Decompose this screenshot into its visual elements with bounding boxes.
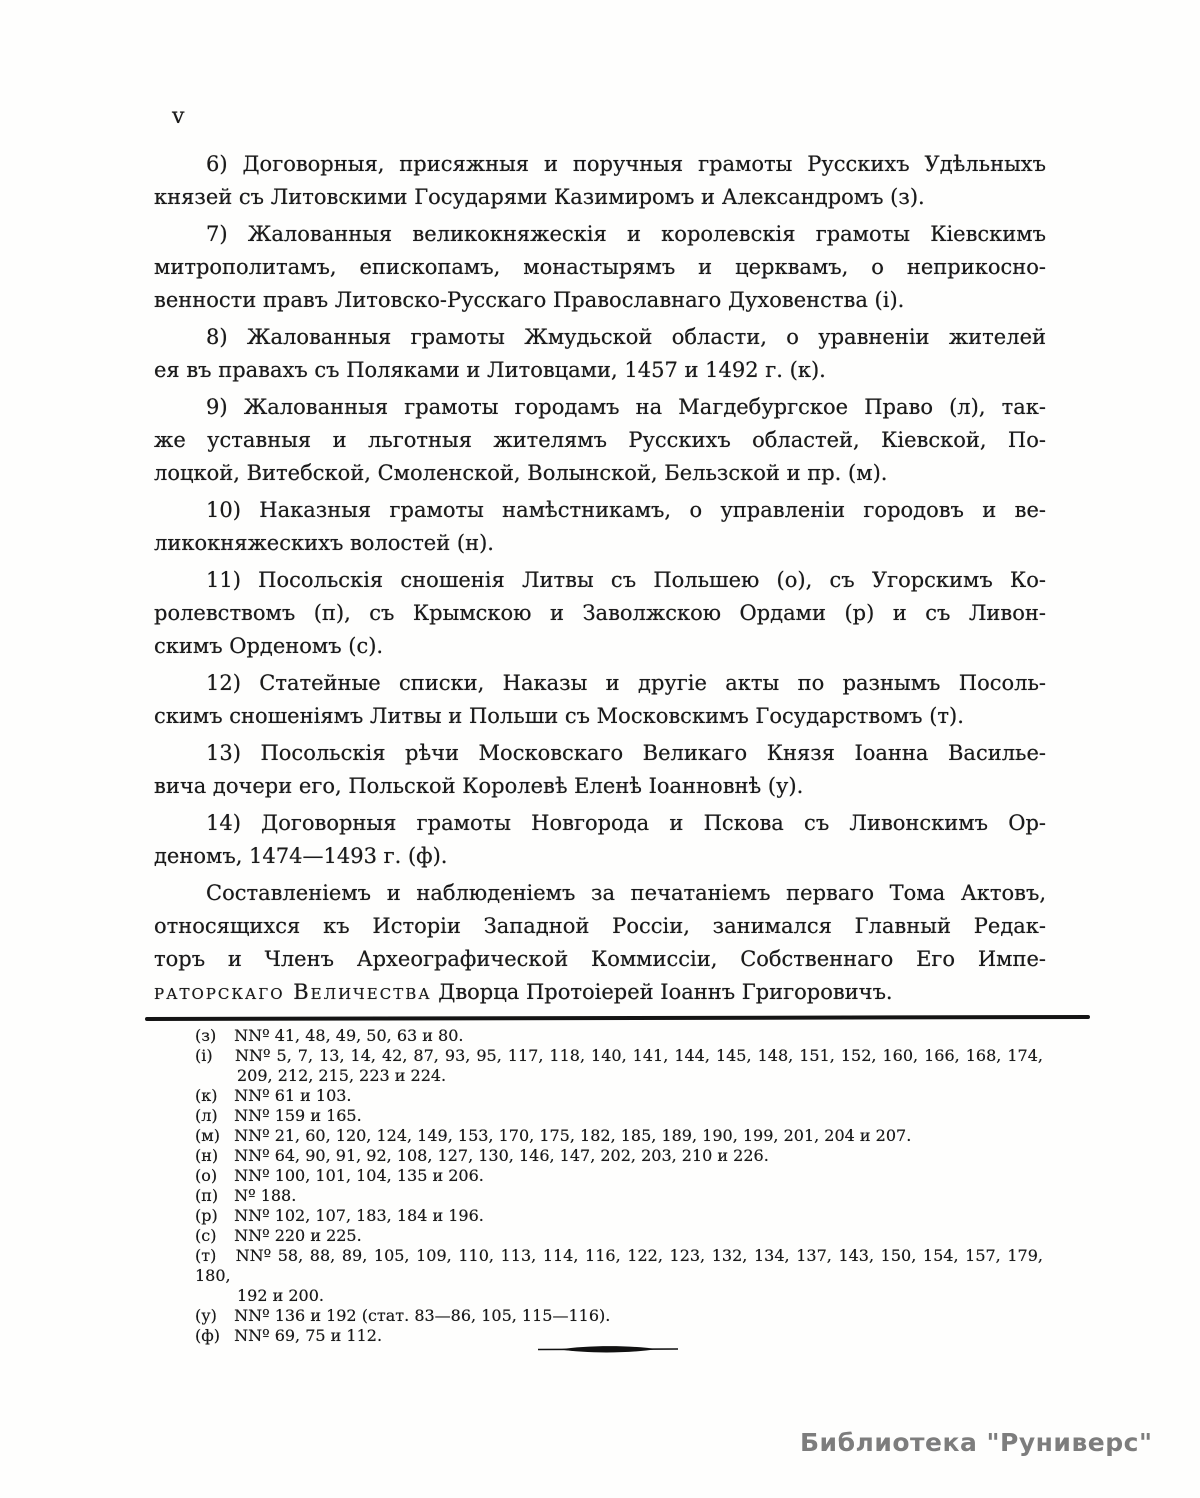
footnote-line: (м) NNº 21, 60, 120, 124, 149, 153, 170, 175, 182, 185, 189, 190, 199, 201, 204 и 207. (195, 1126, 912, 1145)
text-line: раторскаго Величества Дворца Протоіерей Іоаннъ Григоровичъ. (154, 980, 893, 1004)
text-line: скимъ сношеніямъ Литвы и Польши съ Московскимъ Государствомъ (т). (154, 704, 964, 728)
text-line: митрополитамъ, епископамъ, монастырямъ и церквамъ, о неприкосно- (154, 255, 1046, 279)
text-line: 12) Статейные списки, Наказы и другіе акты по разнымъ Посоль- (206, 671, 1046, 695)
footnote-line: (с) NNº 220 и 225. (195, 1226, 362, 1245)
library-watermark: Библиотека "Руниверс" (800, 1428, 1153, 1457)
footnote-marker: (с) (195, 1226, 217, 1245)
text-line: князей съ Литовскими Государями Казимиромъ и Александромъ (з). (154, 185, 925, 209)
paragraph (154, 807, 1046, 873)
footnote (195, 1306, 1043, 1326)
text-line: ликокняжескихъ волостей (н). (154, 531, 494, 555)
footnotes (195, 1026, 1043, 1346)
paragraph (154, 564, 1046, 663)
paragraph (154, 667, 1046, 733)
footnote-marker: (і) (195, 1046, 213, 1065)
footnote (195, 1206, 1043, 1226)
text-line: 6) Договорныя, присяжныя и поручныя грамоты Русскихъ Удѣльныхъ (206, 152, 1046, 176)
footnote-line: (к) NNº 61 и 103. (195, 1086, 352, 1105)
text-line: вича дочери его, Польской Королевѣ Еленѣ Іоанновнѣ (у). (154, 774, 804, 798)
footnote-marker: (п) (195, 1186, 219, 1205)
footnote-marker: (т) (195, 1246, 217, 1265)
footnote-line: (у) NNº 136 и 192 (стат. 83—86, 105, 115—116). (195, 1306, 611, 1325)
footnote-line: (і) NNº 5, 7, 13, 14, 42, 87, 93, 95, 117, 118, 140, 141, 144, 145, 148, 151, 152, 160, 166, 168, 174, (195, 1046, 1043, 1065)
smallcaps-text: раторскаго Величества (154, 980, 432, 1004)
text-line: 13) Посольскія рѣчи Московскаго Великаго Князя Іоанна Василье- (206, 741, 1046, 765)
paragraph (154, 494, 1046, 560)
footnote-line: (н) NNº 64, 90, 91, 92, 108, 127, 130, 146, 147, 202, 203, 210 и 226. (195, 1146, 769, 1165)
footnote-marker: (у) (195, 1306, 217, 1325)
text-line: Составленіемъ и наблюденіемъ за печатаніемъ перваго Тома Актовъ, (206, 881, 1046, 905)
main-text (154, 148, 1046, 1013)
paragraph (154, 737, 1046, 803)
footnote (195, 1026, 1043, 1046)
footnote-marker: (р) (195, 1206, 218, 1225)
text-line: лоцкой, Витебской, Смоленской, Волынской, Бельзской и пр. (м). (154, 461, 888, 485)
footnote-marker: (м) (195, 1126, 220, 1145)
footnote-line: (о) NNº 100, 101, 104, 135 и 206. (195, 1166, 484, 1185)
footnote (195, 1126, 1043, 1146)
text-line: венности правъ Литовско-Русскаго Православнаго Духовенства (і). (154, 288, 905, 312)
footnote-line: (р) NNº 102, 107, 183, 184 и 196. (195, 1206, 484, 1225)
footnote-separator-rule (145, 1015, 1090, 1021)
footnote-line: 192 и 200. (237, 1286, 324, 1305)
text-line: 10) Наказныя грамоты намѣстникамъ, о управленіи городовъ и ве- (206, 498, 1046, 522)
text-line: ея въ правахъ съ Поляками и Литовцами, 1457 и 1492 г. (к). (154, 358, 826, 382)
footnote-line: 209, 212, 215, 223 и 224. (237, 1066, 447, 1085)
footnote-line: (п) Nº 188. (195, 1186, 297, 1205)
text-line: 14) Договорныя грамоты Новгорода и Пскова съ Ливонскимъ Ор- (206, 811, 1046, 835)
text-line: 9) Жалованныя грамоты городамъ на Магдебургское Право (л), так- (206, 395, 1046, 419)
text-line: относящихся къ Исторіи Западной Россіи, занимался Главный Редак- (154, 914, 1046, 938)
footnote (195, 1186, 1043, 1206)
paragraph (154, 877, 1046, 1009)
footnote (195, 1226, 1043, 1246)
paragraph (154, 321, 1046, 387)
footnote-line: (л) NNº 159 и 165. (195, 1106, 362, 1125)
end-divider-ornament (538, 1342, 678, 1356)
text-line: скимъ Орденомъ (с). (154, 634, 384, 658)
text-line: 11) Посольскія сношенія Литвы съ Польшею (о), съ Угорскимъ Ко- (206, 568, 1046, 592)
footnote (195, 1046, 1043, 1086)
text-line: торъ и Членъ Археографической Коммиссіи, Собственнаго Его Импе- (154, 947, 1046, 971)
text-line: 7) Жалованныя великокняжескія и королевскія грамоты Кіевскимъ (206, 222, 1046, 246)
footnote-line: (ф) NNº 69, 75 и 112. (195, 1326, 383, 1345)
footnote-marker: (ф) (195, 1326, 221, 1345)
text-line: ролевствомъ (п), съ Крымскою и Заволжскою Ордами (р) и съ Ливон- (154, 601, 1046, 625)
footnote-marker: (о) (195, 1166, 218, 1185)
footnote (195, 1246, 1043, 1306)
footnote-marker: (л) (195, 1106, 218, 1125)
footnote-line: (т) NNº 58, 88, 89, 105, 109, 110, 113, 114, 116, 122, 123, 132, 134, 137, 143, 150, 154, 157, 179, 180, (195, 1246, 1043, 1285)
footnote-marker: (з) (195, 1026, 217, 1045)
footnote (195, 1166, 1043, 1186)
footnote (195, 1106, 1043, 1126)
text-line: деномъ, 1474—1493 г. (ф). (154, 844, 448, 868)
text-line: 8) Жалованныя грамоты Жмудьской области, о уравненіи жителей (206, 325, 1046, 349)
text-line: же уставныя и льготныя жителямъ Русскихъ областей, Кіевской, По- (154, 428, 1046, 452)
footnote-marker: (к) (195, 1086, 218, 1105)
paragraph (154, 148, 1046, 214)
footnote (195, 1086, 1043, 1106)
paragraph (154, 391, 1046, 490)
paragraph (154, 218, 1046, 317)
footnote-marker: (н) (195, 1146, 219, 1165)
footnote-line: (з) NNº 41, 48, 49, 50, 63 и 80. (195, 1026, 464, 1045)
page-number: v (172, 104, 185, 129)
footnote (195, 1146, 1043, 1166)
